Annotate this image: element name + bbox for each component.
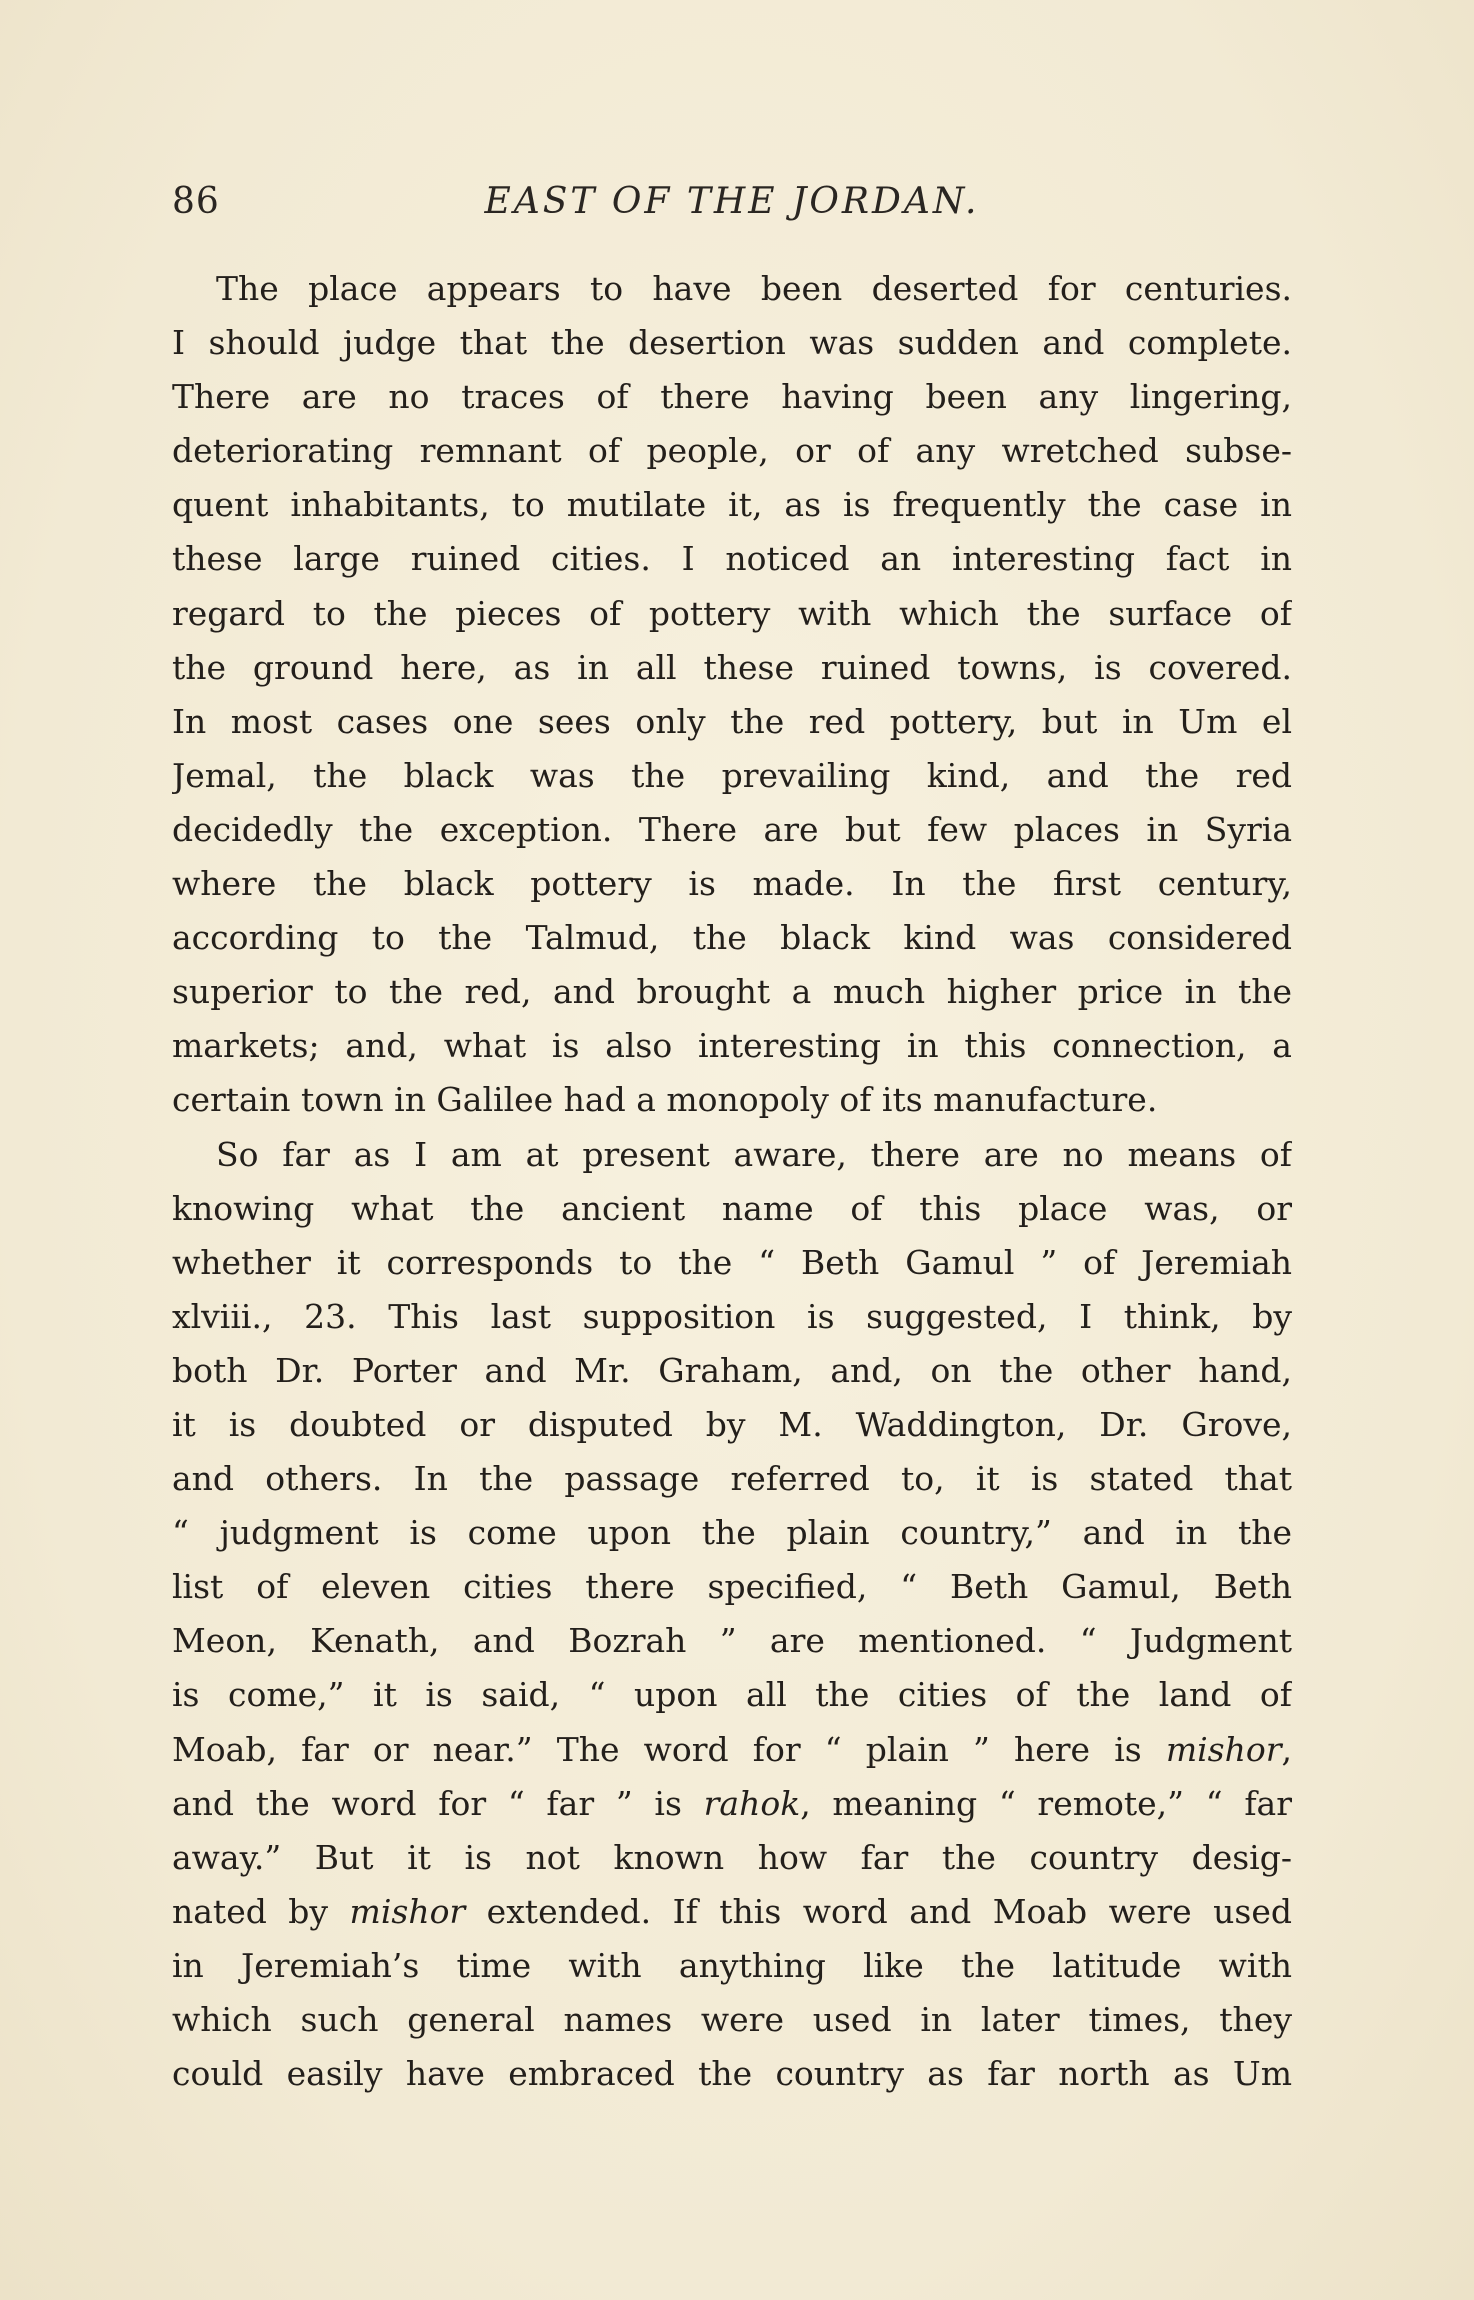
text-line: and others. In the passage referred to, it is stated that bbox=[172, 1459, 1292, 1499]
text-line: certain town in Galilee had a monopoly of its manufacture. bbox=[172, 1080, 1158, 1120]
line-text: Moab, far or near.” The word for “ plain ” here is bbox=[172, 1729, 1142, 1769]
running-title: EAST OF THE JORDAN. bbox=[484, 181, 980, 222]
text-line: “ judgment is come upon the plain country,” and in the bbox=[172, 1513, 1292, 1553]
text-line: Jemal, the black was the prevailing kind, and the red bbox=[172, 755, 1292, 795]
line-text: , meaning “ remote,” “ far bbox=[800, 1783, 1292, 1823]
text-line: There are no traces of there having been any lingering, bbox=[172, 377, 1292, 417]
text-line: xlviii., 23. This last supposition is suggested, I think, by bbox=[172, 1296, 1292, 1336]
text-line: the ground here, as in all these ruined towns, is covered. bbox=[172, 647, 1292, 687]
line-text: extended. If this word and Moab were used bbox=[486, 1891, 1292, 1931]
line-text: , bbox=[1281, 1729, 1292, 1769]
text-line: regard to the pieces of pottery with which the surface of bbox=[172, 593, 1292, 633]
italic-word: mishor bbox=[1165, 1729, 1282, 1769]
text-line: in Jeremiah’s time with anything like the latitude with bbox=[172, 1945, 1292, 1985]
text-line: whether it corresponds to the “ Beth Gamul ” of Jeremiah bbox=[172, 1242, 1292, 1282]
text-line: markets; and, what is also interesting in this connection, a bbox=[172, 1026, 1292, 1066]
text-line: knowing what the ancient name of this place was, or bbox=[172, 1188, 1292, 1228]
text-line: I should judge that the desertion was sudden and complete. bbox=[172, 323, 1292, 363]
text-line: it is doubted or disputed by M. Waddington, Dr. Grove, bbox=[172, 1404, 1292, 1444]
text-line bbox=[172, 1723, 1292, 1777]
text-line: which such general names were used in later times, they bbox=[172, 2000, 1292, 2039]
text-line: list of eleven cities there specified, “ Beth Gamul, Beth bbox=[172, 1567, 1292, 1607]
page-number: 86 bbox=[172, 181, 220, 222]
page-header bbox=[172, 172, 1292, 232]
text-line: So far as I am at present aware, there are no means of bbox=[216, 1134, 1292, 1174]
line-text: nated by bbox=[172, 1891, 329, 1931]
text-line: deteriorating remnant of people, or of any wretched subse- bbox=[172, 431, 1292, 471]
text-line: decidedly the exception. There are but few places in Syria bbox=[172, 809, 1292, 849]
text-line: away.” But it is not known how far the country desig- bbox=[172, 1837, 1292, 1877]
text-line: could easily have embraced the country as far north as Um bbox=[172, 2054, 1292, 2094]
text-line: The place appears to have been deserted for centuries. bbox=[216, 269, 1292, 308]
italic-word: mishor bbox=[349, 1891, 466, 1931]
text-line: where the black pottery is made. In the first century, bbox=[172, 864, 1292, 904]
text-line: Meon, Kenath, and Bozrah ” are mentioned. “ Judgment bbox=[172, 1621, 1292, 1661]
italic-word: rahok bbox=[703, 1783, 801, 1823]
body-text bbox=[172, 262, 1292, 2101]
text-line bbox=[172, 1777, 1292, 1831]
text-line: according to the Talmud, the black kind was considered bbox=[172, 918, 1292, 958]
text-line: both Dr. Porter and Mr. Graham, and, on the other hand, bbox=[172, 1350, 1292, 1390]
line-text: and the word for “ far ” is bbox=[172, 1783, 682, 1823]
text-line: In most cases one sees only the red pottery, but in Um el bbox=[172, 701, 1292, 741]
text-line: these large ruined cities. I noticed an interesting fact in bbox=[172, 539, 1292, 579]
text-line bbox=[172, 1885, 1292, 1939]
text-line: superior to the red, and brought a much higher price in the bbox=[172, 972, 1292, 1012]
text-line: is come,” it is said, “ upon all the cities of the land of bbox=[172, 1675, 1292, 1715]
text-line: quent inhabitants, to mutilate it, as is frequently the case in bbox=[172, 485, 1292, 525]
